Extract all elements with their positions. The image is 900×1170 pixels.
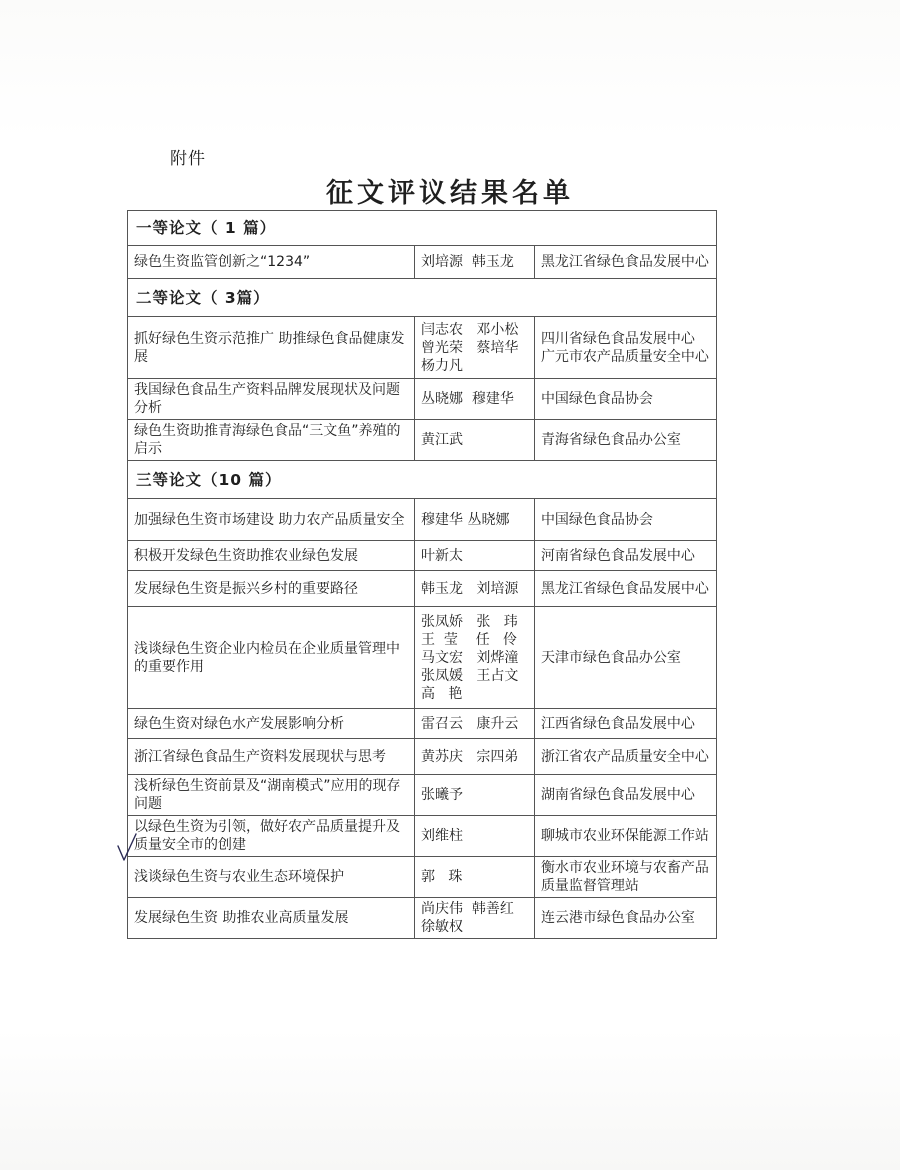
author-line: 闫志农 邓小松 (421, 321, 519, 338)
author-line: 刘培源 韩玉龙 (421, 254, 514, 270)
author-line: 黄苏庆 宗四弟 (421, 748, 519, 765)
section-heading: 二等论文（ 3篇） (128, 279, 717, 317)
authors-cell (415, 499, 535, 541)
authors-cell (415, 709, 535, 739)
authors-cell (415, 898, 535, 939)
author-line: 黄江武 (421, 432, 463, 448)
results-table-body (128, 211, 717, 939)
results-table (127, 210, 717, 939)
organization-cell: 浙江省农产品质量安全中心 (534, 739, 716, 775)
paper-title-cell: 发展绿色生资 助推农业高质量发展 (128, 898, 415, 939)
paper-title-cell: 以绿色生资为引领，做好农产品质量提升及质量安全市的创建 (128, 816, 415, 857)
author-line: 穆建华 丛晓娜 (421, 511, 510, 528)
author-line: 韩玉龙 刘培源 (421, 580, 519, 597)
attachment-label: 附件 (170, 149, 206, 169)
table-row (128, 571, 717, 607)
organization-cell: 黑龙江省绿色食品发展中心 (534, 246, 716, 279)
organization-cell: 中国绿色食品协会 (534, 499, 716, 541)
authors-cell (415, 607, 535, 709)
table-row (128, 607, 717, 709)
table-row (128, 775, 717, 816)
section-header-row (128, 211, 717, 246)
paper-title-cell: 绿色生资助推青海绿色食品“三文鱼”养殖的启示 (128, 420, 415, 461)
authors-cell (415, 246, 535, 279)
table-row (128, 379, 717, 420)
paper-title-cell: 积极开发绿色生资助推农业绿色发展 (128, 541, 415, 571)
author-line: 雷召云 康升云 (421, 715, 519, 732)
table-row (128, 541, 717, 571)
section-header-row (128, 461, 717, 499)
paper-title-cell: 我国绿色食品生产资料品牌发展现状及问题分析 (128, 379, 415, 420)
author-line: 高 艳 (421, 685, 463, 702)
authors-cell (415, 816, 535, 857)
paper-title-cell: 发展绿色生资是振兴乡村的重要路径 (128, 571, 415, 607)
author-line: 马文宏 刘烨潼 (421, 649, 519, 666)
authors-cell (415, 541, 535, 571)
section-heading: 三等论文（10 篇） (128, 461, 717, 499)
authors-cell (415, 739, 535, 775)
handwritten-check-mark (116, 832, 138, 864)
authors-cell (415, 571, 535, 607)
author-line: 王 莹 任 伶 (421, 631, 518, 648)
author-line: 郭 珠 (421, 869, 463, 885)
paper-title-cell: 浅谈绿色生资企业内检员在企业质量管理中的重要作用 (128, 607, 415, 709)
author-line: 杨力凡 (421, 357, 463, 374)
authors-cell (415, 379, 535, 420)
authors-cell (415, 857, 535, 898)
organization-cell: 青海省绿色食品办公室 (534, 420, 716, 461)
table-row (128, 420, 717, 461)
authors-cell (415, 317, 535, 379)
authors-cell (415, 775, 535, 816)
table-row (128, 898, 717, 939)
section-heading: 一等论文（ 1 篇） (128, 211, 717, 246)
paper-title-cell: 浅析绿色生资前景及“湖南模式”应用的现存问题 (128, 775, 415, 816)
paper-title-cell: 抓好绿色生资示范推广 助推绿色食品健康发展 (128, 317, 415, 379)
table-row (128, 739, 717, 775)
organization-cell: 聊城市农业环保能源工作站 (534, 816, 716, 857)
authors-cell (415, 420, 535, 461)
author-line: 张凤媛 王占文 (421, 667, 519, 684)
table-row (128, 816, 717, 857)
author-line: 曾光荣 蔡培华 (421, 339, 519, 356)
table-row (128, 709, 717, 739)
organization-cell: 河南省绿色食品发展中心 (534, 541, 716, 571)
table-row (128, 317, 717, 379)
page-title: 征文评议结果名单 (326, 178, 574, 209)
author-line: 徐敏权 (421, 919, 463, 935)
organization-cell: 湖南省绿色食品发展中心 (534, 775, 716, 816)
paper-title-cell: 浙江省绿色食品生产资料发展现状与思考 (128, 739, 415, 775)
paper-title-cell: 绿色生资对绿色水产发展影响分析 (128, 709, 415, 739)
author-line: 丛晓娜 穆建华 (421, 391, 514, 407)
organization-cell: 中国绿色食品协会 (534, 379, 716, 420)
table-row (128, 246, 717, 279)
organization-cell: 四川省绿色食品发展中心 广元市农产品质量安全中心 (534, 317, 716, 379)
author-line: 叶新太 (421, 547, 463, 564)
author-line: 刘维柱 (421, 828, 463, 844)
paper-title-cell: 浅谈绿色生资与农业生态环境保护 (128, 857, 415, 898)
section-header-row (128, 279, 717, 317)
table-row (128, 499, 717, 541)
organization-cell: 连云港市绿色食品办公室 (534, 898, 716, 939)
paper-title-cell: 绿色生资监管创新之“1234” (128, 246, 415, 279)
organization-cell: 天津市绿色食品办公室 (534, 607, 716, 709)
author-line: 张曦予 (421, 787, 463, 803)
author-line: 尚庆伟 韩善红 (421, 901, 514, 917)
organization-cell: 衡水市农业环境与农畜产品质量监督管理站 (534, 857, 716, 898)
author-line: 张凤娇 张 玮 (421, 613, 518, 630)
paper-title-cell: 加强绿色生资市场建设 助力农产品质量安全 (128, 499, 415, 541)
table-row (128, 857, 717, 898)
organization-cell: 江西省绿色食品发展中心 (534, 709, 716, 739)
organization-cell: 黑龙江省绿色食品发展中心 (534, 571, 716, 607)
